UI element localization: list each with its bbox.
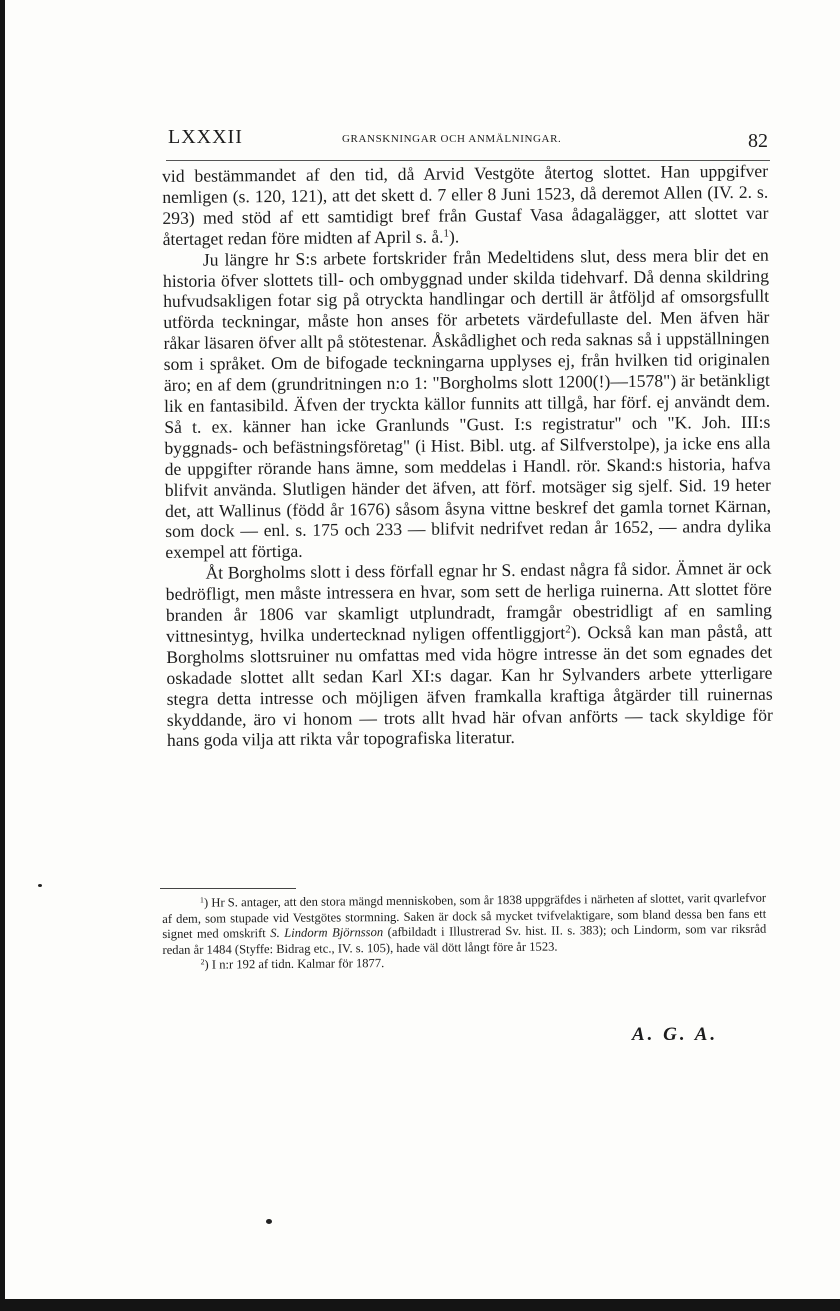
paragraph-1: vid bestämmandet af den tid, då Arvid Vestgöte återtog slottet. Han uppgifver nemligen (s. 120, 121), att det skett d. 7 eller 8 Juni 1523, då deremot Allen (IV. 2. s. 293) med stöd af ett samtidigt bref från Gustaf Vasa ådagalägger, att slottet var återtaget redan före midten af April s. å.$^1$).	[162, 160, 769, 249]
author-signature: A. G. A.	[632, 1024, 719, 1045]
roman-numeral: LXXXII	[168, 126, 243, 148]
main-text	[162, 161, 773, 752]
scan-speck	[266, 1219, 272, 1224]
scan-speck	[38, 884, 42, 887]
page-number: 82	[748, 130, 768, 152]
footnote-ref-1: 1	[443, 227, 449, 240]
paragraph-2: Ju längre hr S:s arbete fortskrider från Medeltidens slut, dess mera blir det en historia öfver slottets till- och ombyggnad under skilda tidehvarf. Då denna skildring hufvudsakligen fotar sig på otryckta handlingar och dertill är åtföljd af omsorgsfullt utförda teckningar, måste hon anses för arbetets värdefullaste del. Men äfven här råkar läsaren öfver allt på stötestenar. Åskådlighet och reda saknas så i uppställningen som i språket. Om de bifogade teckningarna upplyses ej, från hvilken tid originalen äro; en af dem (grundritningen n:o 1: "Borgholms slott 1200(!)—1578") är betänkligt lik en fantasibild. Äfven der tryckta källor funnits att tillgå, har förf. ej användt dem. Så t. ex. känner han icke Granlunds "Gust. I:s registratur" och "K. Joh. III:s byggnads- och befästningsföretag" (i Hist. Bibl. utg. af Silfverstolpe), ja icke ens alla de uppgifter rörande hans ämne, som meddelas i Handl. rör. Skand:s historia, hafva blifvit använda. Slutligen händer det äfven, att förf. motsäger sig sjelf. Sid. 19 heter det, att Wallinus (född år 1676) såsom åsyna vittne beskref det gamla tornet Kärnan, som dock — enl. s. 175 och 233 — blifvit nedrifvet redan år 1652, — andra dylika exempel att förtiga.	[162, 244, 772, 563]
footnotes	[162, 891, 767, 974]
scan-border-bottom	[0, 1299, 840, 1311]
running-title: GRANSKNINGAR OCH ANMÄLNINGAR.	[342, 133, 562, 145]
scan-border-left	[0, 0, 5, 1311]
footnote-2: $^2$) I n:r 192 af tidn. Kalmar för 1877.	[200, 956, 385, 972]
running-head	[168, 122, 770, 152]
footnote-ref-2: 2	[565, 623, 571, 636]
footnote-rule	[160, 888, 296, 889]
signet-name: S. Lindorm Björnsson	[270, 925, 384, 941]
footnote-1: $^1$) Hr S. antager, att den stora mängd menniskoben, som år 1838 uppgräfdes i närheten af slottet, varit qvarlefvor af dem, som stupade vid Vestgötes stormning. Saken är dock så mycket tvifvelaktigare, som bland dessa ben fans ett signet med omskrift S. Lindorm Björnsson (afbildadt i Illustrerad Sv. hist. II. s. 383); och Lindorm, som var riksråd redan år 1484 (Styffe: Bidrag etc., IV. s. 105), hade väl dött långt före år 1523.	[162, 890, 767, 957]
paragraph-3: Åt Borgholms slott i dess förfall egnar hr S. endast några få sidor. Ämnet är ock bedröfligt, men måste intressera en hvar, som sett de herliga ruinerna. Att slottet före branden år 1806 var skamligt utplundradt, framgår obestridligt af en samling vittnesintyg, hvilka undertecknad nyligen offentliggjort$^2$). Också kan man påstå, att Borgholms slottsruiner nu omfattas med vida högre intresse än det som egnades det oskadade slottet allt sedan Karl XI:s dagar. Kan hr Sylvanders arbete ytterligare stegra detta intresse och möjligen äfven framkalla kraftiga åtgärder till ruinernas skyddande, äro vi honom — trots allt hvad här ofvan anförts — tack skyldige för hans goda vilja att rikta vår topografiska literatur.	[165, 557, 773, 751]
